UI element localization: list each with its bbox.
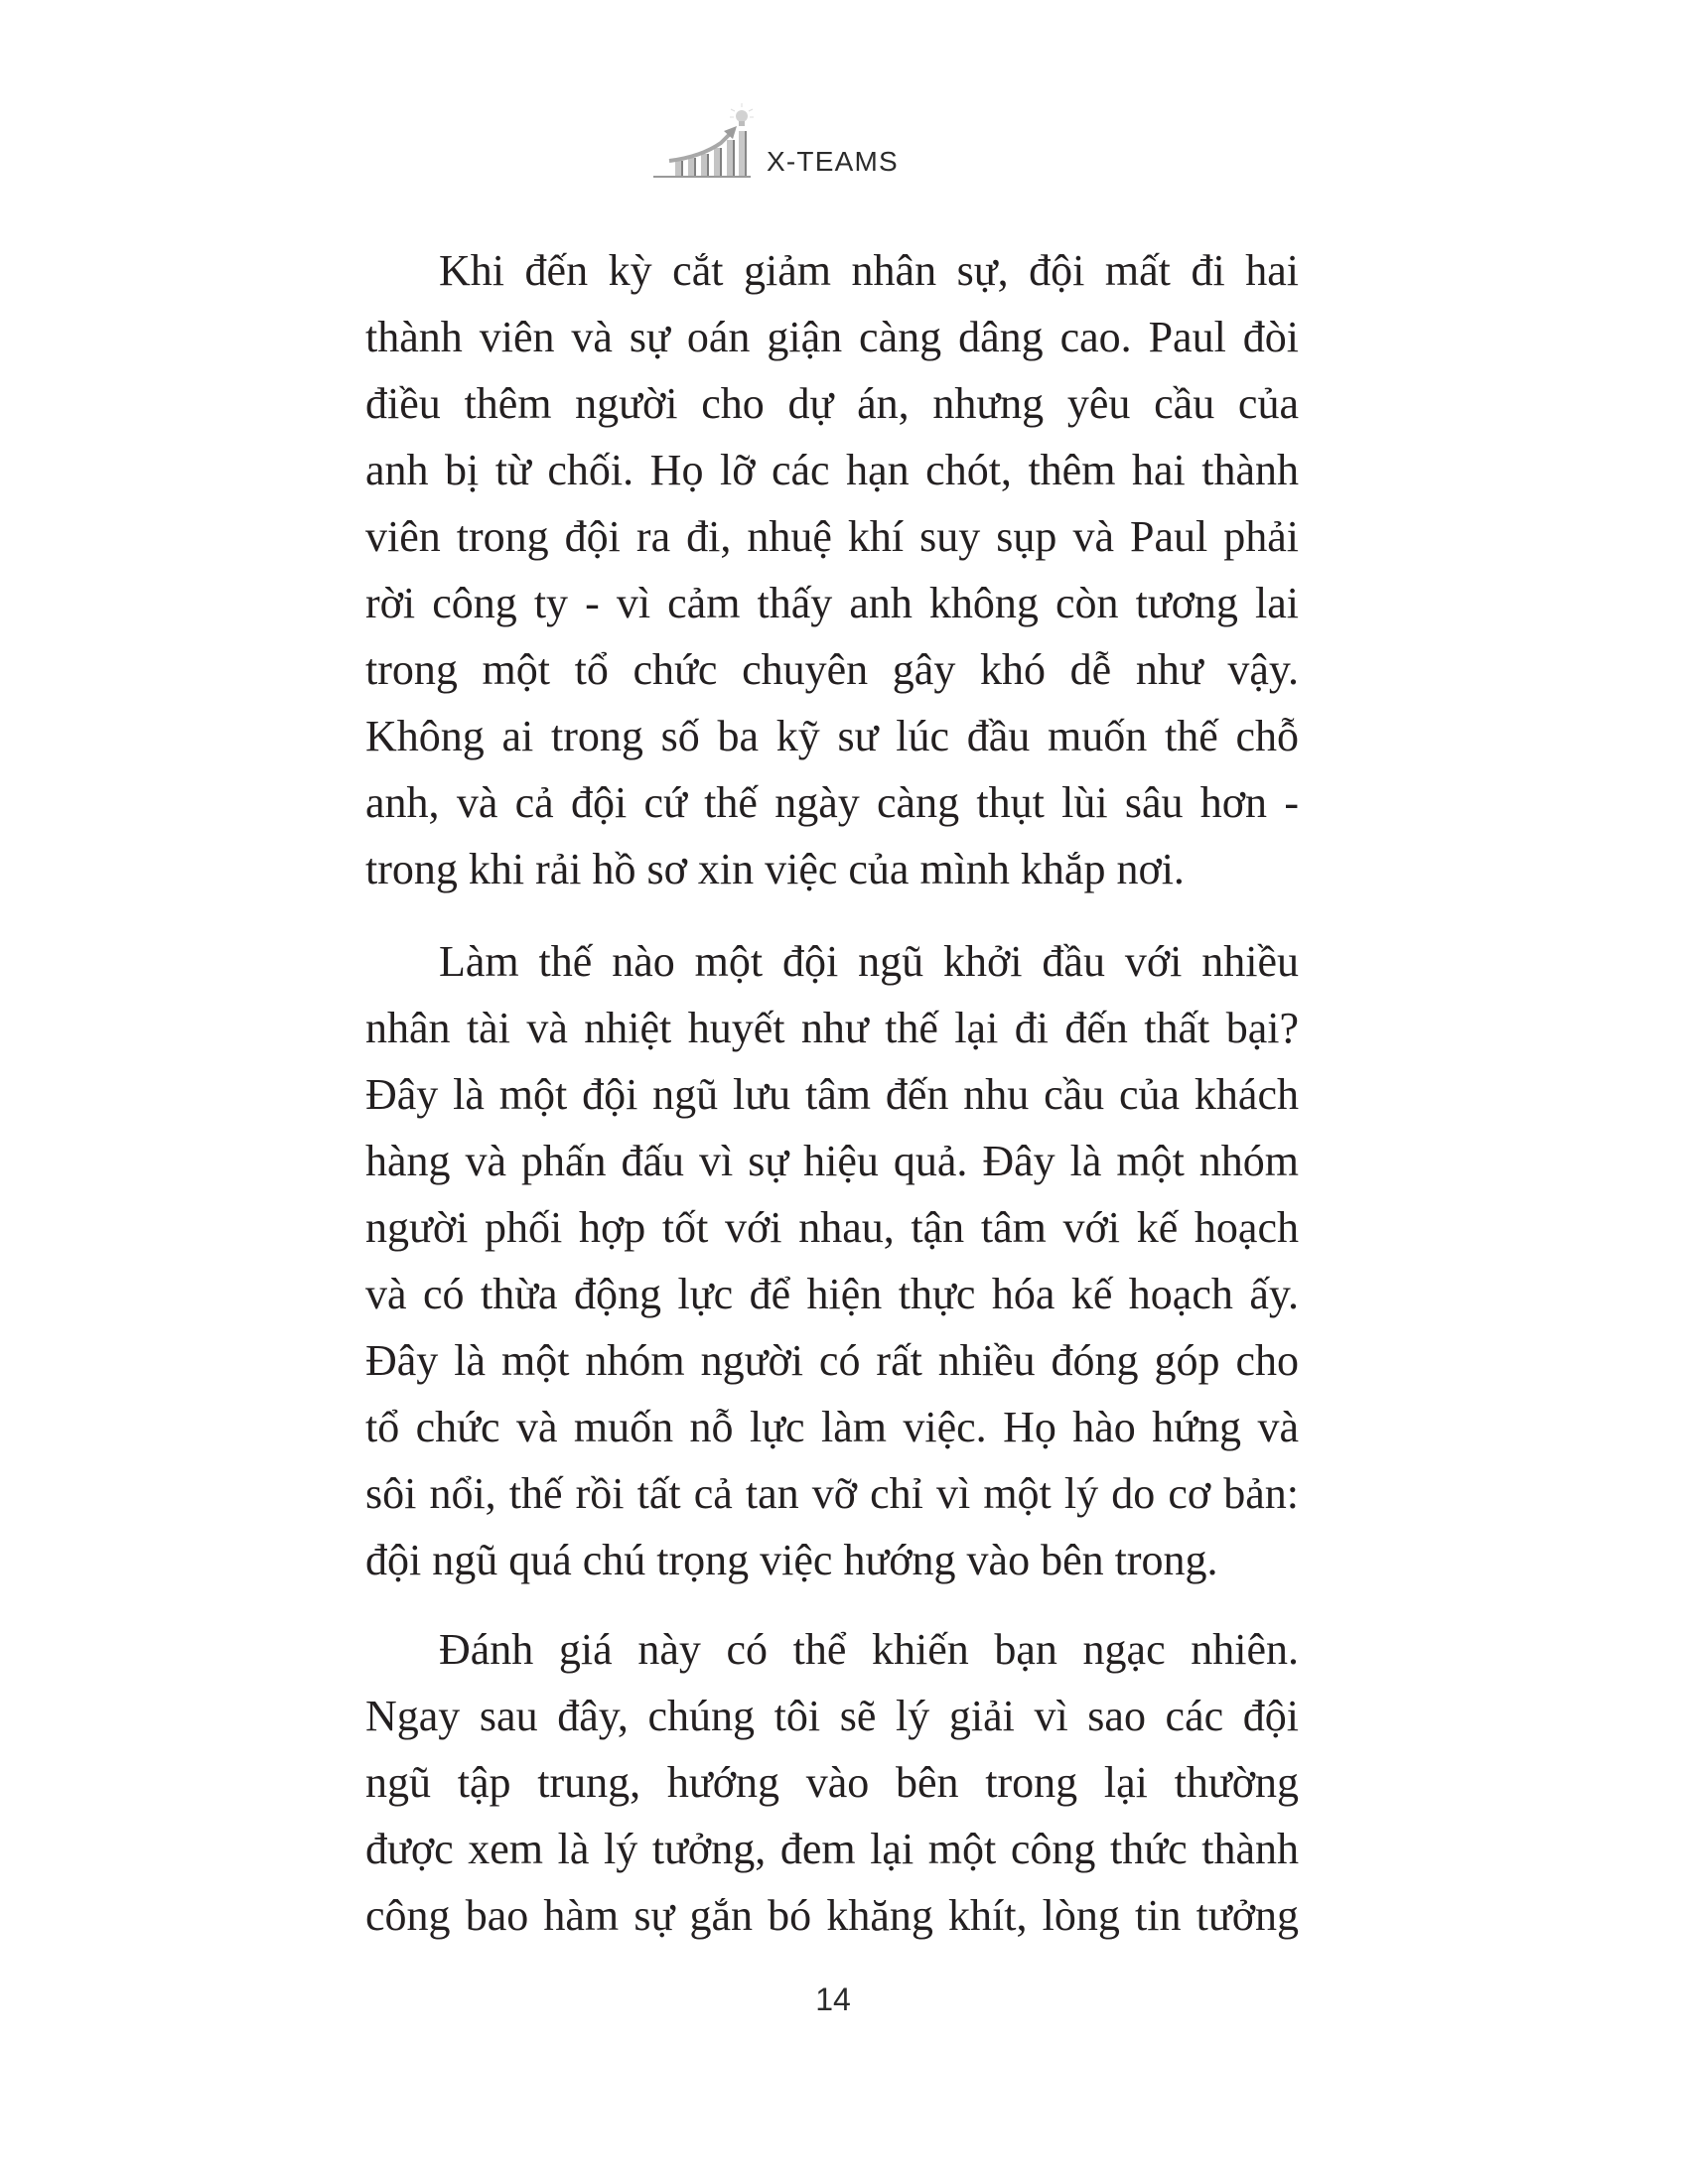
text-line: Khi đến kỳ cắt giảm nhân sự, đội mất đi hai bbox=[439, 246, 1299, 295]
text-line: tổ chức và muốn nỗ lực làm việc. Họ hào hứng và bbox=[365, 1403, 1299, 1451]
page-number: 14 bbox=[815, 1981, 851, 2017]
text-line: Ngay sau đây, chúng tôi sẽ lý giải vì sao các đội bbox=[365, 1692, 1299, 1740]
paragraph-1 bbox=[365, 237, 1299, 902]
text-line: trong khi rải hồ sơ xin việc của mình khắp nơi. bbox=[365, 845, 1185, 893]
text-line: Đây là một đội ngũ lưu tâm đến nhu cầu của khách bbox=[365, 1070, 1299, 1119]
text-line: và có thừa động lực để hiện thực hóa kế hoạch ấy. bbox=[365, 1270, 1299, 1318]
text-line: điều thêm người cho dự án, nhưng yêu cầu của bbox=[365, 379, 1299, 428]
running-header bbox=[0, 0, 1688, 199]
paragraph-3 bbox=[365, 1616, 1299, 1949]
text-line: ngũ tập trung, hướng vào bên trong lại thường bbox=[365, 1758, 1299, 1807]
text-line: nhân tài và nhiệt huyết như thế lại đi đến thất bại? bbox=[365, 1004, 1299, 1052]
text-line: anh, và cả đội cứ thế ngày càng thụt lùi sâu hơn - bbox=[365, 778, 1299, 827]
running-title: X-TEAMS bbox=[767, 146, 899, 177]
text-line: anh bị từ chối. Họ lỡ các hạn chót, thêm hai thành bbox=[365, 446, 1299, 494]
text-line: người phối hợp tốt với nhau, tận tâm với kế hoạch bbox=[365, 1203, 1299, 1252]
page-number-footer bbox=[0, 1983, 1688, 2015]
text-line: Đây là một nhóm người có rất nhiều đóng góp cho bbox=[365, 1336, 1299, 1385]
logo-lightbulb bbox=[730, 103, 754, 126]
text-line: Làm thế nào một đội ngũ khởi đầu với nhiều bbox=[439, 937, 1299, 986]
text-line: trong một tổ chức chuyên gây khó dễ như vậy. bbox=[365, 645, 1299, 694]
text-line: thành viên và sự oán giận càng dâng cao. Paul đòi bbox=[365, 313, 1299, 361]
text-line: hàng và phấn đấu vì sự hiệu quả. Đây là một nhóm bbox=[365, 1137, 1299, 1185]
paragraph-2 bbox=[365, 928, 1299, 1593]
logo-baseline bbox=[653, 176, 751, 178]
text-line: được xem là lý tưởng, đem lại một công thức thành bbox=[365, 1825, 1299, 1873]
text-line: công bao hàm sự gắn bó khăng khít, lòng tin tưởng bbox=[365, 1891, 1299, 1940]
text-line: sôi nổi, thế rồi tất cả tan vỡ chỉ vì một lý do cơ bản: bbox=[365, 1469, 1299, 1518]
text-line: đội ngũ quá chú trọng việc hướng vào bên trong. bbox=[365, 1536, 1218, 1584]
text-line: Đánh giá này có thể khiến bạn ngạc nhiên. bbox=[439, 1625, 1299, 1674]
text-line: Không ai trong số ba kỹ sư lúc đầu muốn thế chỗ bbox=[365, 712, 1299, 760]
text-line: rời công ty - vì cảm thấy anh không còn tương lai bbox=[365, 579, 1299, 627]
text-line: viên trong đội ra đi, nhuệ khí suy sụp và Paul phải bbox=[365, 512, 1299, 561]
logo-bars bbox=[675, 131, 747, 176]
rising-bar-chart-with-lightbulb-icon bbox=[651, 99, 755, 183]
